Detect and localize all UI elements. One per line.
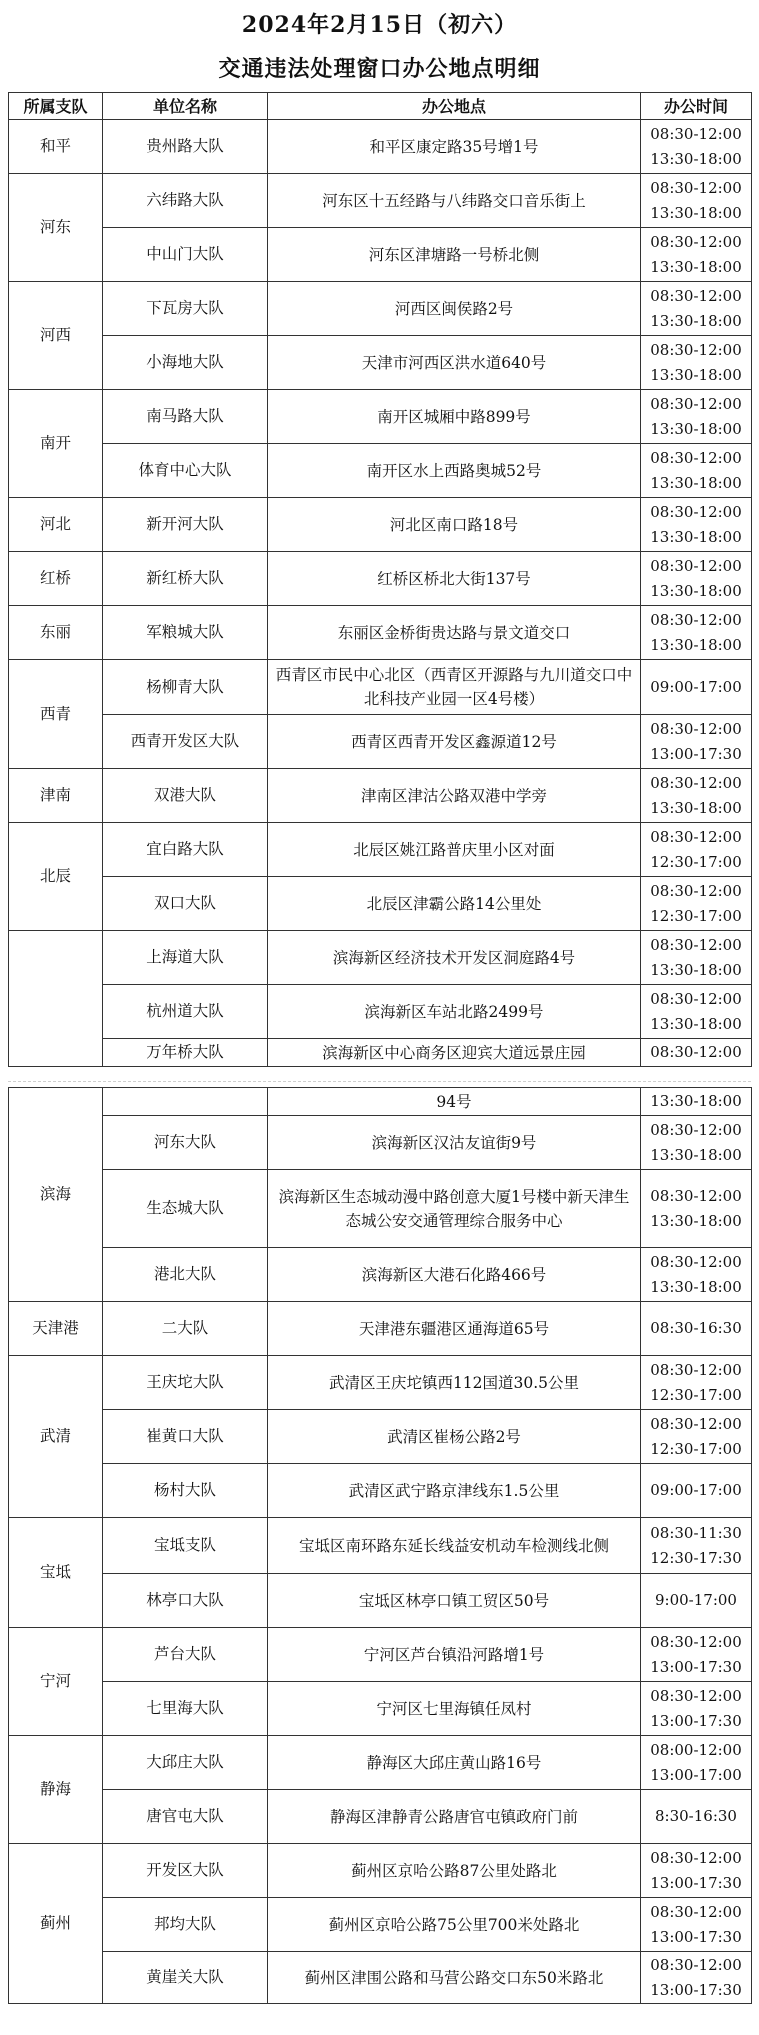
table-row [9,120,752,174]
unit-cell: 崔黄口大队 [103,1410,268,1464]
unit-cell: 军粮城大队 [103,606,268,660]
hours-line: 08:30-12:00 [650,448,742,467]
hours-line: 08:30-12:00 [650,881,742,900]
branch-cell: 和平 [9,120,103,174]
hours-cell [641,985,752,1039]
table-row [9,769,752,823]
branch-cell: 河东 [9,174,103,282]
hours-cell [641,552,752,606]
unit-cell: 杨柳青大队 [103,660,268,715]
hours-line: 09:00-17:00 [650,1481,742,1499]
hours-line: 13:30-18:00 [650,1092,742,1110]
address-cell: 宝坻区南环路东延长线益安机动车检测线北侧 [268,1518,641,1574]
address-cell: 津南区津沽公路双港中学旁 [268,769,641,823]
table-row [9,931,752,985]
hours-line: 08:30-12:00 [650,502,742,521]
unit-cell: 大邱庄大队 [103,1736,268,1790]
branch-cell: 北辰 [9,823,103,931]
address-cell: 宁河区七里海镇任凤村 [268,1682,641,1736]
hours-line: 13:00-17:30 [650,1873,742,1892]
branch-cell: 天津港 [9,1302,103,1356]
address-cell: 西青区西青开发区鑫源道12号 [268,715,641,769]
table-row [9,336,752,390]
hours-cell [641,1790,752,1844]
branch-cell: 静海 [9,1736,103,1844]
address-cell: 北辰区姚江路普庆里小区对面 [268,823,641,877]
hours-line: 08:30-12:00 [650,773,742,792]
hours-line: 08:00-12:00 [650,1740,742,1759]
address-cell: 蓟州区京哈公路87公里处路北 [268,1844,641,1898]
hours-cell [641,120,752,174]
address-cell: 武清区崔杨公路2号 [268,1410,641,1464]
unit-cell: 二大队 [103,1302,268,1356]
hours-line: 13:00-17:30 [650,1927,742,1946]
address-cell: 滨海新区生态城动漫中路创意大厦1号楼中新天津生态城公安交通管理综合服务中心 [268,1170,641,1248]
address-cell: 静海区大邱庄黄山路16号 [268,1736,641,1790]
hours-line: 12:30-17:00 [650,906,742,925]
hours-cell [641,1464,752,1518]
branch-cell: 南开 [9,390,103,498]
hours-line: 08:30-12:00 [650,827,742,846]
hours-cell [641,1170,752,1248]
hours-line: 13:30-18:00 [650,419,742,438]
table-row [9,498,752,552]
table-row [9,1574,752,1628]
hours-line: 13:00-17:30 [650,1711,742,1730]
hours-line: 08:30-12:00 [650,1252,742,1271]
branch-cell: 西青 [9,660,103,769]
address-cell: 天津港东疆港区通海道65号 [268,1302,641,1356]
table-row [9,877,752,931]
branch-cell: 宁河 [9,1628,103,1736]
hours-line: 13:30-18:00 [650,798,742,817]
unit-cell: 西青开发区大队 [103,715,268,769]
table-row [9,985,752,1039]
address-cell: 宝坻区林亭口镇工贸区50号 [268,1574,641,1628]
hours-line: 12:30-17:00 [650,1385,742,1404]
unit-cell: 宝坻支队 [103,1518,268,1574]
address-cell: 河东区十五经路与八纬路交口音乐街上 [268,174,641,228]
hours-line: 08:30-12:00 [650,286,742,305]
unit-cell: 河东大队 [103,1116,268,1170]
hours-line: 08:30-12:00 [650,935,742,954]
hours-cell [641,606,752,660]
hours-cell [641,660,752,715]
unit-cell: 贵州路大队 [103,120,268,174]
hours-line: 13:30-18:00 [650,203,742,222]
hours-line: 13:00-17:00 [650,1765,742,1784]
address-cell: 滨海新区经济技术开发区洞庭路4号 [268,931,641,985]
table-row [9,715,752,769]
hours-cell [641,1039,752,1067]
table-row [9,1898,752,1952]
hours-cell [641,1628,752,1682]
table-row [9,1790,752,1844]
table-row [9,282,752,336]
address-cell: 蓟州区津围公路和马营公路交口东50米路北 [268,1952,641,2004]
table-body-part-1 [9,120,752,1067]
table-row [9,1170,752,1248]
hours-line: 12:30-17:00 [650,1439,742,1458]
hours-line: 13:00-17:30 [650,744,742,763]
table-row [9,1088,752,1116]
unit-cell: 开发区大队 [103,1844,268,1898]
address-cell: 南开区城厢中路899号 [268,390,641,444]
address-cell: 滨海新区车站北路2499号 [268,985,641,1039]
unit-cell: 唐官屯大队 [103,1790,268,1844]
unit-cell: 杨村大队 [103,1464,268,1518]
unit-cell: 王庆坨大队 [103,1356,268,1410]
header-address: 办公地点 [268,93,641,120]
branch-cell: 河西 [9,282,103,390]
table-row [9,1952,752,2004]
table-row [9,606,752,660]
unit-cell: 林亭口大队 [103,1574,268,1628]
hours-line: 9:00-17:00 [655,1591,737,1609]
unit-cell: 六纬路大队 [103,174,268,228]
address-cell: 河北区南口路18号 [268,498,641,552]
hours-line: 13:00-17:30 [650,1657,742,1676]
unit-cell: 港北大队 [103,1248,268,1302]
address-cell: 天津市河西区洪水道640号 [268,336,641,390]
unit-cell [103,1088,268,1116]
hours-cell [641,1410,752,1464]
hours-cell [641,390,752,444]
table-row [9,1682,752,1736]
address-cell: 红桥区桥北大街137号 [268,552,641,606]
hours-line: 08:30-16:30 [650,1319,742,1337]
hours-line: 13:30-18:00 [650,635,742,654]
address-cell: 南开区水上西路奥城52号 [268,444,641,498]
address-cell: 武清区王庆坨镇西112国道30.5公里 [268,1356,641,1410]
hours-cell [641,498,752,552]
address-cell: 蓟州区京哈公路75公里700米处路北 [268,1898,641,1952]
hours-cell [641,1898,752,1952]
branch-cell: 武清 [9,1356,103,1518]
table-row [9,1736,752,1790]
table-row [9,823,752,877]
hours-cell [641,1302,752,1356]
hours-cell [641,174,752,228]
address-cell: 滨海新区中心商务区迎宾大道远景庄园 [268,1039,641,1067]
hours-cell [641,1116,752,1170]
hours-line: 13:30-18:00 [650,527,742,546]
header-branch: 所属支队 [9,93,103,120]
unit-cell: 双口大队 [103,877,268,931]
address-cell: 河西区闽侯路2号 [268,282,641,336]
hours-line: 13:30-18:00 [650,257,742,276]
table-row [9,1302,752,1356]
address-cell: 滨海新区汉沽友谊街9号 [268,1116,641,1170]
hours-cell [641,931,752,985]
address-cell: 西青区市民中心北区（西青区开源路与九川道交口中北科技产业园一区4号楼） [268,660,641,715]
table-row [9,1844,752,1898]
address-cell: 东丽区金桥街贵达路与景文道交口 [268,606,641,660]
address-cell: 北辰区津霸公路14公里处 [268,877,641,931]
hours-line: 08:30-12:00 [650,1848,742,1867]
hours-line: 08:30-12:00 [650,610,742,629]
table-row [9,1039,752,1067]
unit-cell: 新开河大队 [103,498,268,552]
unit-cell: 小海地大队 [103,336,268,390]
hours-line: 08:30-12:00 [650,1632,742,1651]
hours-line: 08:30-12:00 [650,1955,742,1974]
unit-cell: 上海道大队 [103,931,268,985]
address-cell: 94号 [268,1088,641,1116]
hours-line: 08:30-12:00 [650,1120,742,1139]
table-row [9,174,752,228]
hours-line: 13:30-18:00 [650,311,742,330]
hours-line: 08:30-12:00 [650,232,742,251]
table-row [9,1116,752,1170]
hours-line: 08:30-12:00 [650,556,742,575]
branch-cell: 东丽 [9,606,103,660]
unit-cell: 下瓦房大队 [103,282,268,336]
hours-line: 13:30-18:00 [650,1145,742,1164]
branch-cell: 宝坻 [9,1518,103,1628]
table-row [9,444,752,498]
table-row [9,552,752,606]
unit-cell: 七里海大队 [103,1682,268,1736]
unit-cell: 生态城大队 [103,1170,268,1248]
hours-line: 08:30-12:00 [650,1902,742,1921]
branch-cell: 蓟州 [9,1844,103,2004]
unit-cell: 体育中心大队 [103,444,268,498]
hours-cell [641,823,752,877]
address-cell: 武清区武宁路京津线东1.5公里 [268,1464,641,1518]
document-subtitle: 交通违法处理窗口办公地点明细 [218,56,541,82]
unit-cell: 芦台大队 [103,1628,268,1682]
hours-line: 08:30-12:00 [650,340,742,359]
hours-line: 08:30-12:00 [650,1360,742,1379]
hours-line: 13:00-17:30 [650,1980,742,1999]
branch-cell: 河北 [9,498,103,552]
hours-line: 12:30-17:30 [650,1548,742,1567]
header-hours: 办公时间 [641,93,752,120]
hours-cell [641,1844,752,1898]
unit-cell: 黄崖关大队 [103,1952,268,2004]
hours-line: 08:30-12:00 [650,394,742,413]
address-cell: 静海区津静青公路唐官屯镇政府门前 [268,1790,641,1844]
table-body-part-2 [9,1088,752,2004]
office-table-part-1 [8,92,752,1067]
hours-line: 13:30-18:00 [650,960,742,979]
hours-line: 08:30-12:00 [650,1686,742,1705]
page-break-divider [8,1081,751,1082]
hours-cell [641,877,752,931]
hours-cell [641,769,752,823]
hours-cell [641,1952,752,2004]
hours-line: 12:30-17:00 [650,852,742,871]
hours-cell [641,1088,752,1116]
hours-cell [641,1682,752,1736]
hours-line: 13:30-18:00 [650,1211,742,1230]
hours-line: 8:30-16:30 [655,1807,737,1825]
unit-cell: 万年桥大队 [103,1039,268,1067]
hours-cell [641,1248,752,1302]
hours-line: 13:30-18:00 [650,149,742,168]
hours-line: 08:30-12:00 [650,1043,742,1061]
hours-line: 08:30-12:00 [650,1186,742,1205]
hours-line: 08:30-12:00 [650,1414,742,1433]
address-cell: 和平区康定路35号增1号 [268,120,641,174]
table-row [9,1628,752,1682]
header-unit: 单位名称 [103,93,268,120]
branch-cell: 红桥 [9,552,103,606]
address-cell: 河东区津塘路一号桥北侧 [268,228,641,282]
hours-cell [641,444,752,498]
address-cell: 宁河区芦台镇沿河路增1号 [268,1628,641,1682]
hours-line: 08:30-11:30 [650,1523,742,1542]
hours-line: 13:30-18:00 [650,581,742,600]
table-row [9,660,752,715]
unit-cell: 杭州道大队 [103,985,268,1039]
office-table-part-2 [8,1087,752,2004]
unit-cell: 宜白路大队 [103,823,268,877]
table-row [9,1248,752,1302]
branch-cell [9,931,103,1067]
table-row [9,390,752,444]
hours-cell [641,228,752,282]
hours-line: 08:30-12:00 [650,989,742,1008]
unit-cell: 新红桥大队 [103,552,268,606]
unit-cell: 双港大队 [103,769,268,823]
unit-cell: 中山门大队 [103,228,268,282]
hours-line: 13:30-18:00 [650,473,742,492]
hours-cell [641,282,752,336]
hours-cell [641,1736,752,1790]
unit-cell: 邦均大队 [103,1898,268,1952]
hours-line: 13:30-18:00 [650,1014,742,1033]
hours-cell [641,1356,752,1410]
unit-cell: 南马路大队 [103,390,268,444]
table-row [9,1518,752,1574]
hours-cell [641,336,752,390]
hours-cell [641,1518,752,1574]
document-date-title: 2024年2月15日（初六） [241,12,518,38]
hours-line: 09:00-17:00 [650,677,742,696]
table-row [9,1356,752,1410]
hours-cell [641,1574,752,1628]
hours-line: 08:30-12:00 [650,124,742,143]
hours-line: 08:30-12:00 [650,719,742,738]
hours-line: 13:30-18:00 [650,1277,742,1296]
address-cell: 滨海新区大港石化路466号 [268,1248,641,1302]
branch-cell: 滨海 [9,1088,103,1302]
hours-cell [641,715,752,769]
table-row [9,1410,752,1464]
hours-line: 13:30-18:00 [650,365,742,384]
hours-line: 08:30-12:00 [650,178,742,197]
table-row [9,228,752,282]
table-row [9,1464,752,1518]
table-header-row [9,93,752,120]
branch-cell: 津南 [9,769,103,823]
